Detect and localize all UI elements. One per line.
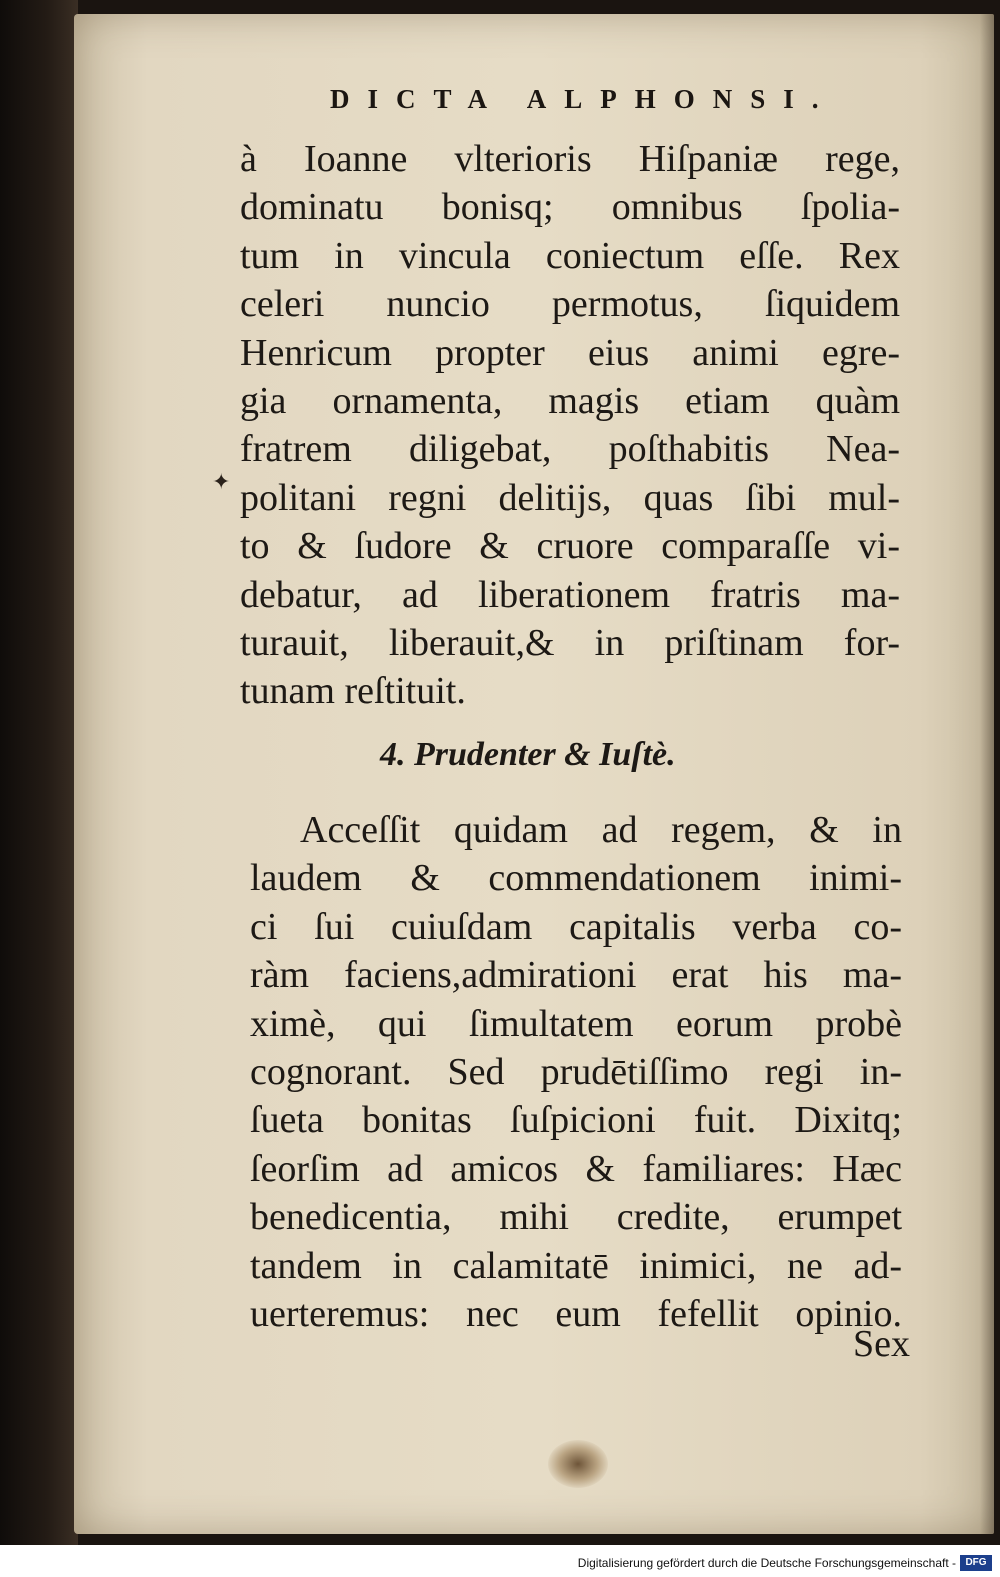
text-line: celeri nuncio permotus, ſiquidem bbox=[240, 283, 900, 326]
text-line: laudem & commendationem inimi- bbox=[250, 857, 902, 900]
text-line: dominatu bonisq; omnibus ſpolia- bbox=[240, 186, 900, 229]
page-edge-shadow bbox=[980, 14, 994, 1534]
text-line: ſeorſim ad amicos & familiares: Hæc bbox=[250, 1147, 902, 1190]
text-line: benedicentia, mihi credite, erumpet bbox=[250, 1196, 902, 1239]
book-spine bbox=[0, 0, 78, 1577]
ink-stain bbox=[548, 1440, 608, 1488]
paragraph-1 bbox=[240, 135, 900, 716]
text-line: to & ſudore & cruore comparaſſe vi- bbox=[240, 525, 900, 568]
text-line: à Ioanne vlterioris Hiſpaniæ rege, bbox=[240, 138, 900, 180]
text-line: tandem in calamitatē inimici, ne ad- bbox=[250, 1244, 902, 1287]
text-line: debatur, ad liberationem fratris ma- bbox=[240, 573, 900, 616]
text-line: cognorant. Sed prudētiſſimo regi in- bbox=[250, 1051, 902, 1094]
text-line: ci ſui cuiuſdam capitalis verba co- bbox=[250, 905, 902, 948]
text-line: uerteremus: nec eum fefellit opinio. bbox=[250, 1293, 902, 1336]
text-line: Acceſſit quidam ad regem, & in bbox=[300, 809, 902, 851]
dfg-logo-icon: DFG bbox=[960, 1555, 992, 1571]
text-line: Henricum propter eius animi egre- bbox=[240, 331, 900, 374]
running-head: DICTA ALPHONSI. bbox=[330, 84, 837, 114]
text-line: tum in vincula coniectum eſſe. Rex bbox=[240, 234, 900, 277]
text-line: tunam reſtituit. bbox=[240, 670, 466, 713]
section-heading: 4. Prudenter & Iuſtè. bbox=[380, 736, 676, 773]
text-line: turauit, liberauit,& in priſtinam for- bbox=[240, 622, 900, 665]
text-line: politani regni delitijs, quas ſibi mul- bbox=[240, 476, 900, 519]
text-line: gia ornamenta, magis etiam quàm bbox=[240, 380, 900, 423]
catchword: Sex bbox=[853, 1323, 910, 1365]
text-line: fratrem diligebat, poſthabitis Nea- bbox=[240, 428, 900, 471]
text-line: ximè, qui ſimultatem eorum probè bbox=[250, 1002, 902, 1045]
footer-credit: Digitalisierung gefördert durch die Deutsche Forschungsgemeinschaft - bbox=[577, 1556, 956, 1570]
footer-bar bbox=[0, 1545, 1000, 1577]
text-line: ſueta bonitas ſuſpicioni fuit. Dixitq; bbox=[250, 1099, 902, 1142]
text-line: ràm faciens,admirationi erat his ma- bbox=[250, 954, 902, 997]
marginal-mark: ✦ bbox=[212, 470, 231, 495]
paragraph-2 bbox=[250, 806, 902, 1338]
